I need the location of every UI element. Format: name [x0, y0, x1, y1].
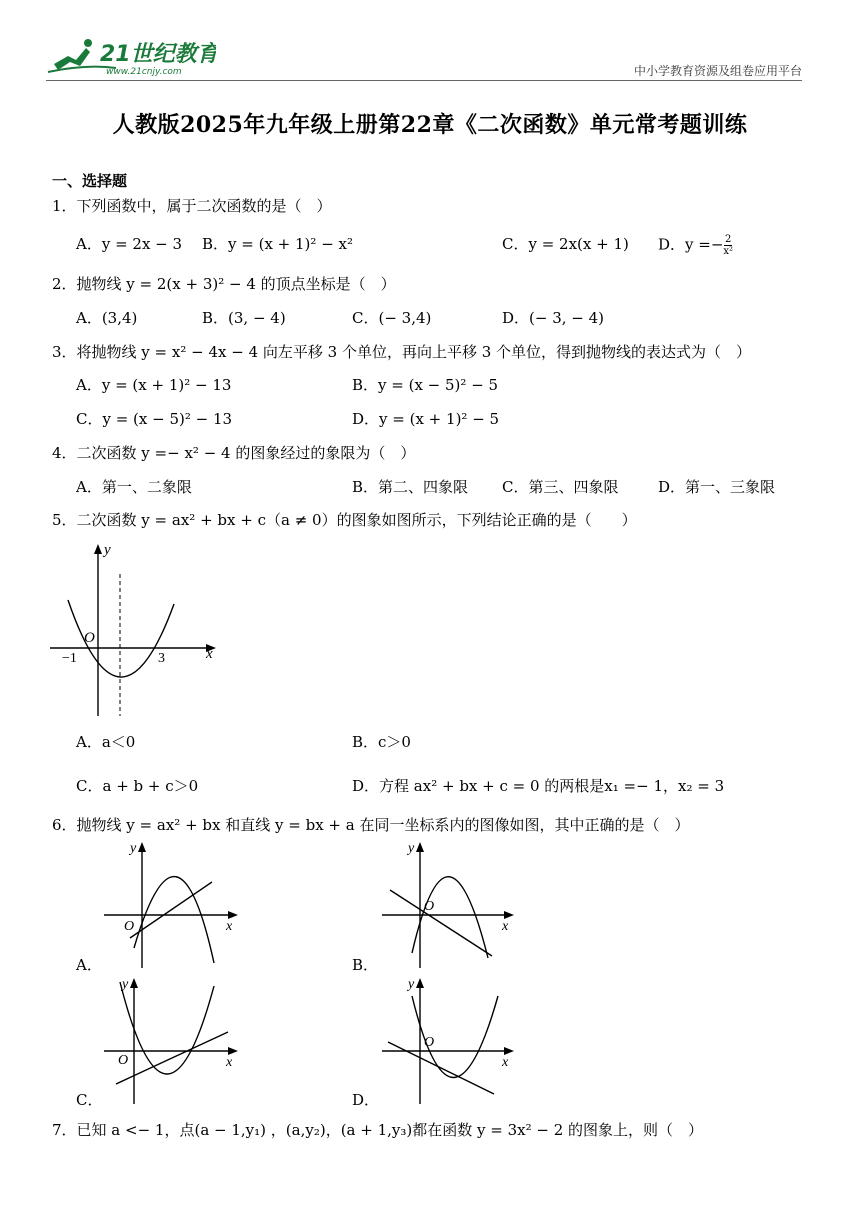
x-axis-arrow: [504, 1047, 514, 1055]
origin-label: O: [124, 919, 135, 934]
q4-option-a[interactable]: A．第一、二象限: [76, 478, 192, 496]
q1-option-a[interactable]: A．y = 2x − 3: [76, 235, 183, 253]
q5-option-d[interactable]: D．方程 ax² + bx + c = 0 的两根是x₁ =− 1，x₂ = 3: [352, 777, 725, 795]
header-divider: [46, 80, 802, 81]
origin-label: O: [424, 1035, 435, 1050]
origin-label: O: [84, 630, 95, 646]
q4-option-b[interactable]: B．第二、四象限: [352, 478, 469, 496]
x-label: x: [502, 919, 509, 934]
x-label: x: [206, 646, 213, 662]
page-title: 人教版2025年九年级上册第22章《二次函数》单元常考题训练: [112, 112, 748, 138]
root-label-neg1: −1: [62, 651, 77, 666]
y-label: y: [122, 977, 129, 992]
y-axis-arrow: [138, 842, 146, 852]
logo-text: 21世纪教育: [100, 42, 216, 67]
q6-graph-b: [378, 838, 528, 973]
y-axis-arrow: [416, 978, 424, 988]
logo-url: www.21cnjy.com: [106, 67, 182, 77]
fraction-numerator: 2: [725, 234, 732, 245]
q5-option-a[interactable]: A．a＜0: [76, 733, 136, 751]
q6-graph-c: [98, 974, 248, 1109]
q1-option-c[interactable]: C．y = 2x(x + 1): [502, 235, 629, 253]
y-axis-arrow: [94, 544, 102, 554]
root-label-3: 3: [158, 651, 165, 666]
q3-option-c[interactable]: C．y = (x − 5)² − 13: [76, 410, 233, 428]
y-label: y: [130, 841, 137, 856]
q2-option-a[interactable]: A．(3,4): [76, 309, 138, 327]
q2-option-d[interactable]: D．(− 3, − 4): [502, 309, 605, 327]
q6-graph-d: [378, 974, 528, 1109]
q5-option-b[interactable]: B．c＞0: [352, 733, 411, 751]
line: [116, 1032, 228, 1084]
y-label: y: [104, 542, 111, 558]
question-7-stem: 7．已知 a <− 1，点(a − 1,y₁) ，(a,y₂)，(a + 1,y₃)都在函数 y = 3x² − 2 的图象上，则（ ）: [52, 1121, 704, 1139]
q6-option-c[interactable]: C．: [76, 1091, 103, 1109]
site-tagline: 中小学教育资源及组卷应用平台: [633, 64, 802, 78]
q4-option-d[interactable]: D．第一、三象限: [658, 478, 776, 496]
question-1-stem: 1．下列函数中，属于二次函数的是（ ）: [52, 197, 332, 215]
q6-option-d[interactable]: D．: [352, 1091, 380, 1109]
q1-option-d-label: D．y =−: [658, 235, 724, 254]
q6-option-a[interactable]: A．: [76, 956, 102, 974]
x-label: x: [502, 1055, 509, 1070]
origin-label: O: [118, 1053, 129, 1068]
q2-option-b[interactable]: B．(3, − 4): [202, 309, 286, 327]
fraction-denominator: x²: [723, 246, 734, 257]
origin-label: O: [424, 899, 435, 914]
q1-option-b[interactable]: B．y = (x + 1)² − x²: [202, 235, 354, 253]
q5-parabola-graph: [46, 538, 226, 718]
line: [388, 1042, 494, 1094]
question-4-stem: 4．二次函数 y =− x² − 4 的图象经过的象限为（ ）: [52, 444, 416, 462]
y-label: y: [408, 841, 415, 856]
q3-option-d[interactable]: D．y = (x + 1)² − 5: [352, 410, 500, 428]
q4-option-c[interactable]: C．第三、四象限: [502, 478, 619, 496]
site-logo: [46, 34, 216, 78]
q5-option-c[interactable]: C．a + b + c＞0: [76, 777, 199, 795]
x-label: x: [226, 919, 233, 934]
q6-option-b[interactable]: B．: [352, 956, 379, 974]
x-axis-arrow: [504, 911, 514, 919]
y-label: y: [408, 977, 415, 992]
line: [390, 890, 492, 956]
q6-graph-a: [98, 838, 248, 973]
x-axis-arrow: [228, 1047, 238, 1055]
question-6-stem: 6．抛物线 y = ax² + bx 和直线 y = bx + a 在同一坐标系内的图像如图，其中正确的是（ ）: [52, 816, 690, 834]
question-5-stem: 5．二次函数 y = ax² + bx + c（a ≠ 0）的图象如图所示，下列结论正确的是（ ）: [52, 511, 637, 529]
y-axis-arrow: [130, 978, 138, 988]
q3-option-b[interactable]: B．y = (x − 5)² − 5: [352, 376, 499, 394]
question-2-stem: 2．抛物线 y = 2(x + 3)² − 4 的顶点坐标是（ ）: [52, 275, 396, 293]
q3-option-a[interactable]: A．y = (x + 1)² − 13: [76, 376, 232, 394]
q1-option-d-fraction: [723, 234, 733, 257]
y-axis-arrow: [416, 842, 424, 852]
x-axis-arrow: [228, 911, 238, 919]
q1-option-d[interactable]: [658, 234, 733, 257]
x-label: x: [226, 1055, 233, 1070]
question-3-stem: 3．将抛物线 y = x² − 4x − 4 向左平移 3 个单位，再向上平移 3 个单位，得到抛物线的表达式为（ ）: [52, 343, 752, 361]
q2-option-c[interactable]: C．(− 3,4): [352, 309, 432, 327]
section-heading: 一、选择题: [52, 172, 128, 190]
